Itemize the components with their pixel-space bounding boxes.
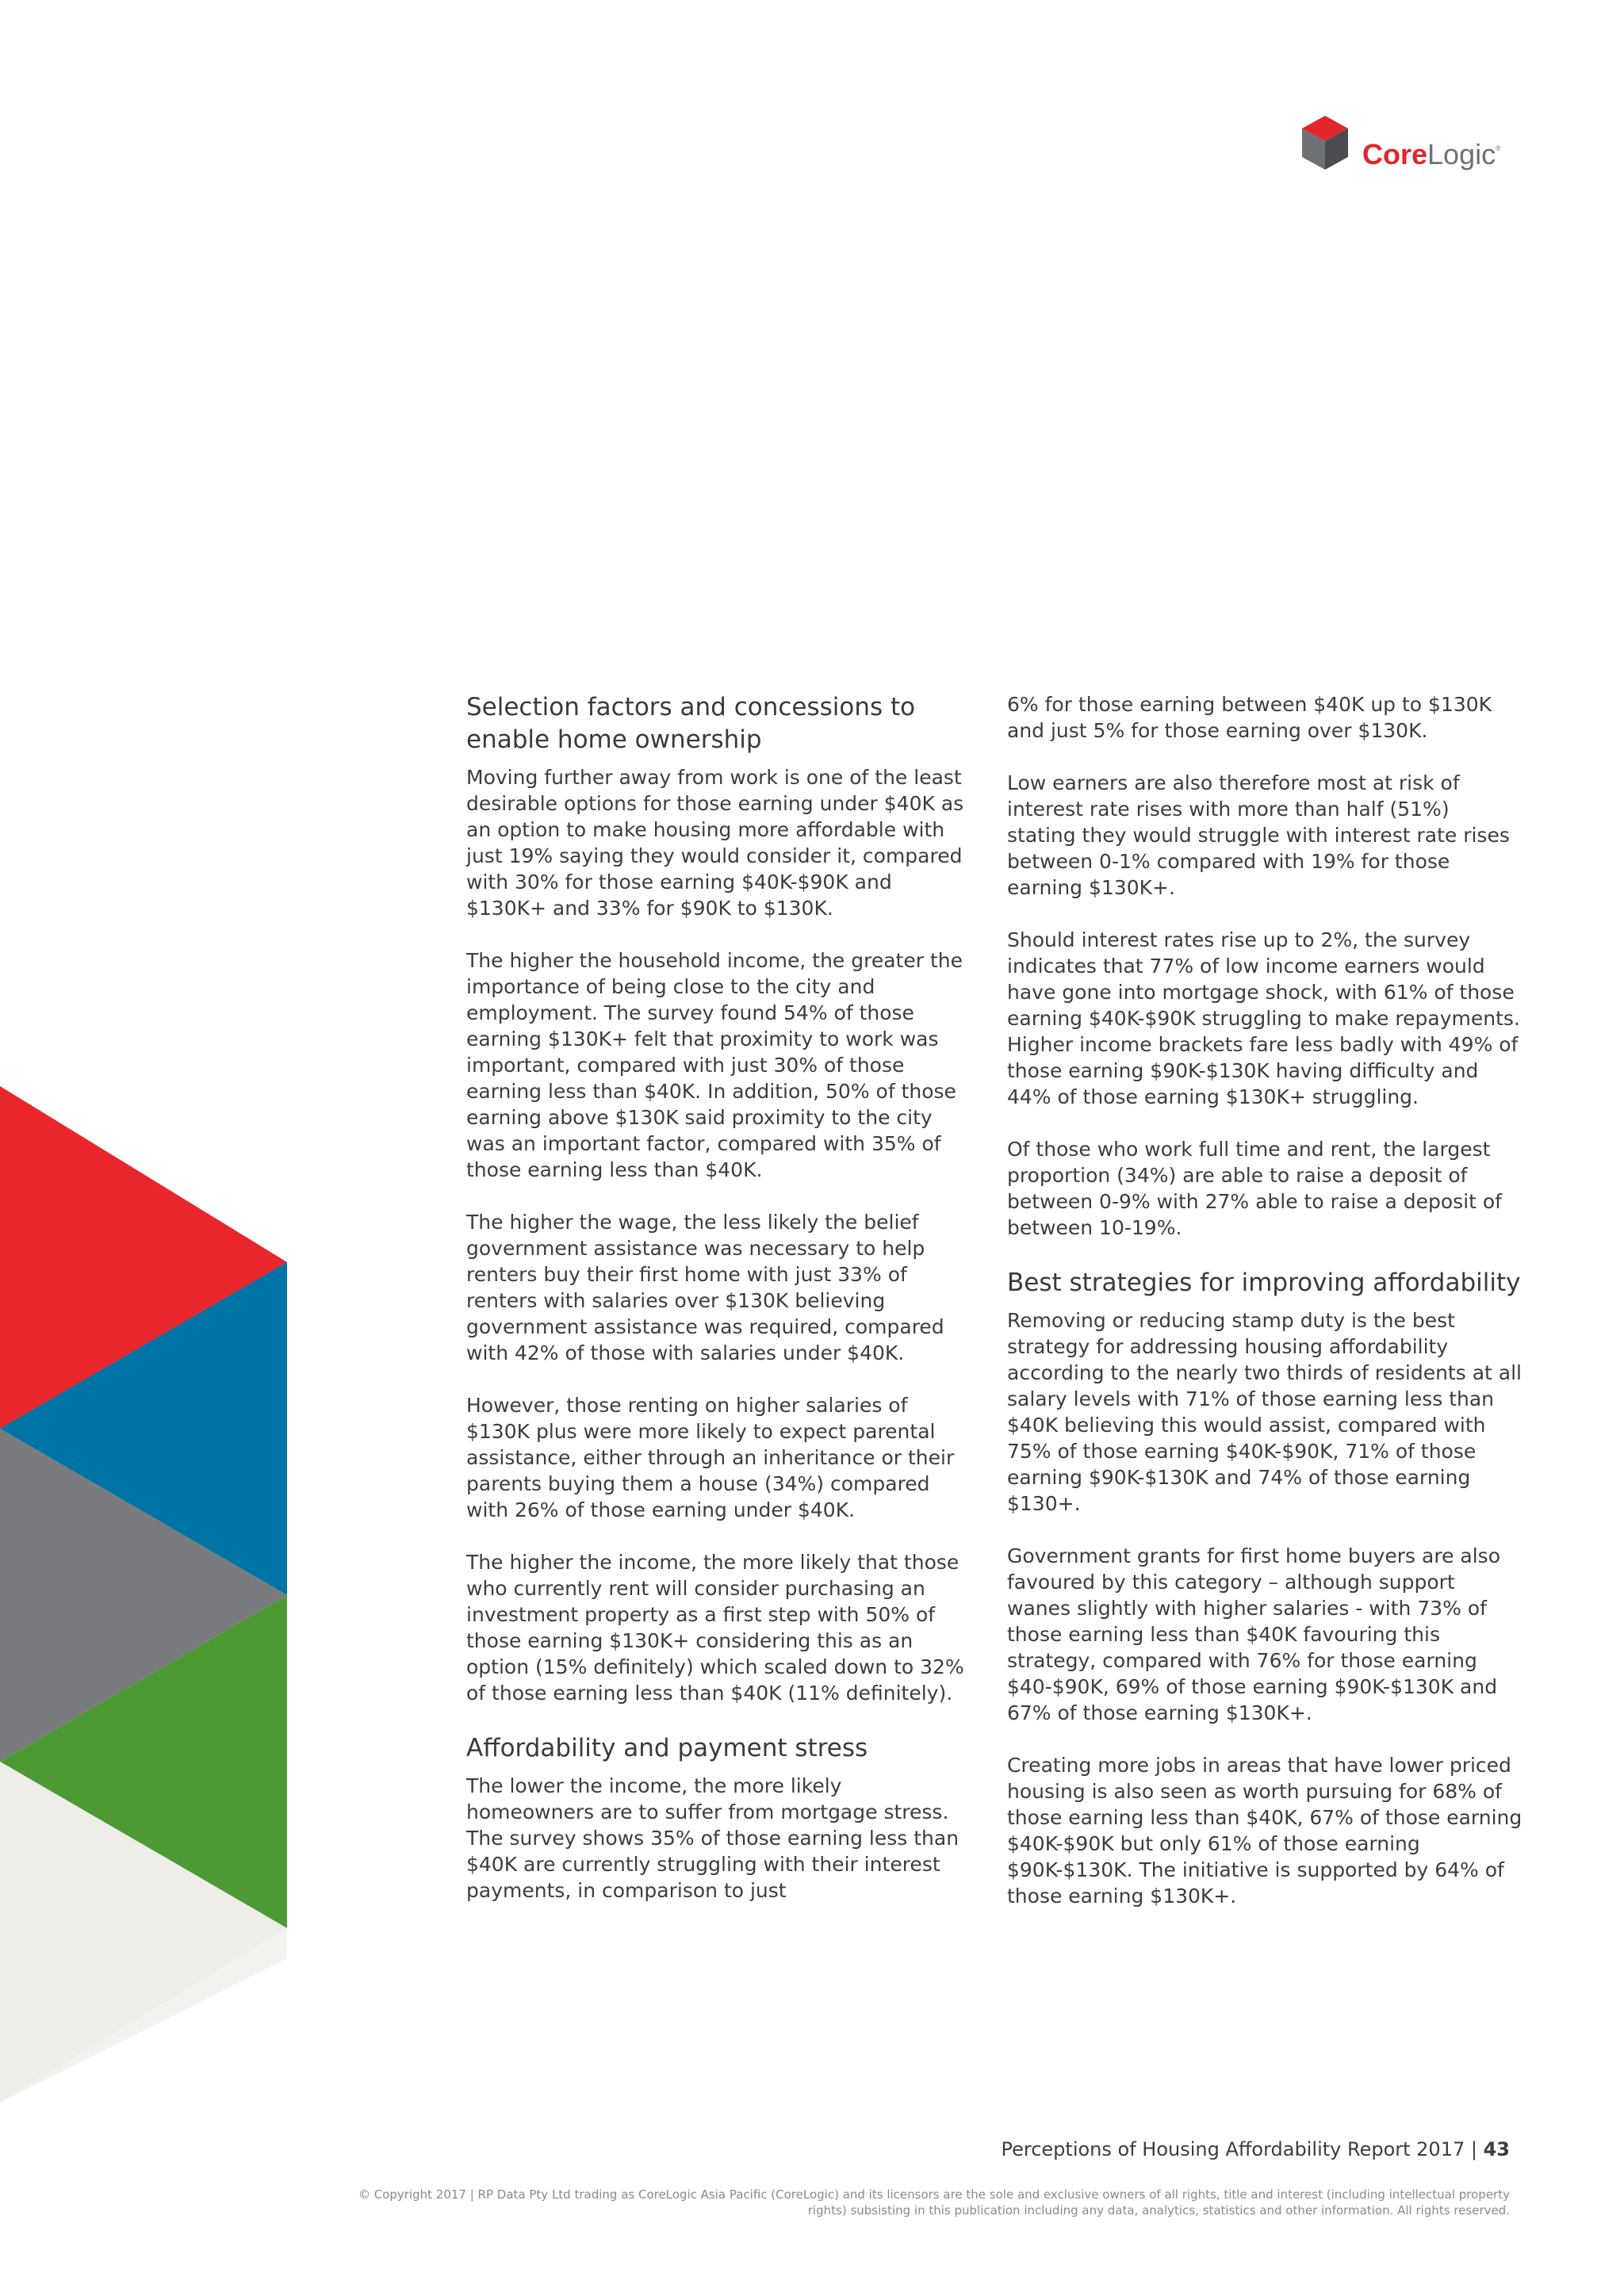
left-column [466,691,974,1930]
trademark-mark: ® [1496,144,1501,152]
heading-selection-factors: Selection factors and concessions to enable home ownership [466,693,916,754]
paragraph: The lower the income, the more likely homeowners are to suffer from mortgage stress. The survey shows 35% of those earning less than $40K are currently struggling with their interest payments, in comparison to just [466,1774,959,1902]
paragraph: Creating more jobs in areas that have lower priced housing is also seen as worth pursuing for 68% of those earning less than $40K, 67% of those earning $40K-$90K but only 61% of those earning $90K-$130K. The initiative is supported by 64% of those earning $130K+. [1007,1754,1522,1908]
heading-best-strategies: Best strategies for improving affordability [1007,1269,1521,1297]
paragraph: Of those who work full time and rent, the largest proportion (34%) are able to raise a deposit of between 0-9% with 27% able to raise a deposit of between 10-19%. [1007,1138,1502,1239]
copyright-notice: © Copyright 2017 | RP Data Pty Ltd trading as CoreLogic Asia Pacific (CoreLogic) and its licensors are the sole and exclusive owners of all rights, title and interest (including intellectual property rights) subsisting in this publication including any data, analytics, statistics and other information. All rights reserved. [358,2187,1510,2218]
logo-logic-text: Logic [1427,138,1496,170]
corelogic-logo [1297,111,1511,182]
paragraph: The higher the income, the more likely that those who currently rent will consider purchasing an investment property as a first step with 50% of those earning $130K+ considering this as an option (15% definitely) which scaled down to 32% of those earning less than $40K (11% definitely). [466,1551,964,1705]
logo-wordmark [1362,138,1496,171]
paragraph: The higher the household income, the greater the importance of being close to the city and employment. The survey found 54% of those earning $130K+ felt that proximity to work was important, compared with just 30% of those earning less than $40K. In addition, 50% of those earning above $130K said proximity to the city was an important factor, compared with 35% of those earning less than $40K. [466,949,963,1181]
paragraph: Should interest rates rise up to 2%, the survey indicates that 77% of low income earners would have gone into mortgage shock, with 61% of those earning $40K-$90K struggling to make repayments. Higher income brackets fare less badly with 49% of those earning $90K-$130K having difficulty and 44% of those earning $130K+ struggling. [1007,928,1520,1108]
page-number: 43 [1483,2138,1510,2160]
logo-core-text: Core [1362,138,1428,170]
footer-report-title [1002,2138,1511,2160]
paragraph: Government grants for first home buyers are also favoured by this category – although support wanes slightly with higher salaries - with 73% of those earning less than $40K favouring this strategy, compared with 76% for those earning $40-$90K, 69% of those earning $90K-$130K and 67% of those earning $130K+. [1007,1544,1500,1724]
paragraph: Low earners are also therefore most at risk of interest rate rises with more than half (51%) stating they would struggle with interest rate rises between 0-1% compared with 19% for those earning $130K+. [1007,771,1510,899]
paragraph: Removing or reducing stamp duty is the best strategy for addressing housing affordability according to the nearly two thirds of residents at all salary levels with 71% of those earning less than $40K believing this would assist, compared with 75% of those earning $40K-$90K, 71% of those earning $90K-$130K and 74% of those earning $130+. [1007,1309,1522,1515]
heading-affordability-stress: Affordability and payment stress [466,1734,868,1762]
paragraph: Moving further away from work is one of the least desirable options for those earning under $40K as an option to make housing more affordable with just 19% saying they would consider it, compared with 30% for those earning $40K-$90K and $130K+ and 33% for $90K to $130K. [466,766,964,920]
decorative-triangles [0,1086,293,2117]
cube-icon [1297,111,1353,174]
report-title-text: Perceptions of Housing Affordability Report 2017 | [1001,2138,1484,2160]
paragraph: 6% for those earning between $40K up to $130K and just 5% for those earning over $130K. [1007,693,1492,742]
paragraph: However, those renting on higher salaries of $130K plus were more likely to expect parental assistance, either through an inheritance or their parents buying them a house (34%) compared with 26% of those earning under $40K. [466,1394,955,1521]
right-column [1007,691,1522,1935]
paragraph: The higher the wage, the less likely the belief government assistance was necessary to help renters buy their first home with just 33% of renters with salaries over $130K believing government assistance was required, compared with 42% of those with salaries under $40K. [466,1211,944,1364]
